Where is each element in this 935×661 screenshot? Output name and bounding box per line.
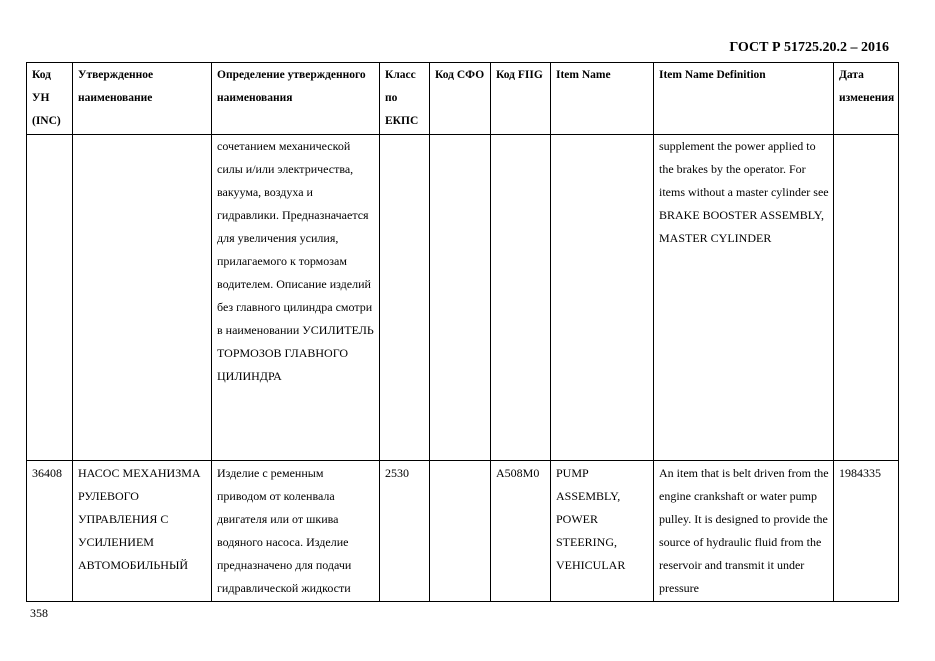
cell-date — [834, 135, 899, 461]
col-header-item-name: Item Name — [551, 63, 654, 135]
cell-definition-ru: сочетанием механической силы и/или электричества, вакуума, воздуха и гидравлики. Предназначается для увеличения усилия, прилагаемого к тормозам водителем. Описание изделий без главного цилиндра смотри в наименовании УСИЛИТЕЛЬ ТОРМОЗОВ ГЛАВНОГО ЦИЛИНДРА — [212, 135, 380, 461]
cell-item-definition: An item that is belt driven from the engine crankshaft or water pump pulley. It is designed to provide the source of hydraulic fluid from the reservoir and transmit it under pressure — [654, 461, 834, 602]
col-header-inc: Код УН (INC) — [27, 63, 73, 135]
table-row — [27, 135, 899, 461]
col-header-fiig-code: Код FIIG — [491, 63, 551, 135]
cell-item-name — [551, 135, 654, 461]
document-code: ГОСТ Р 51725.20.2 – 2016 — [729, 40, 889, 55]
col-header-sfo-code: Код СФО — [430, 63, 491, 135]
cell-fiig — [491, 135, 551, 461]
cell-inc — [27, 135, 73, 461]
cell-approved-name: НАСОС МЕХАНИЗМА РУЛЕВОГО УПРАВЛЕНИЯ С УСИЛЕНИЕМ АВТОМОБИЛЬНЫЙ — [73, 461, 212, 602]
cell-date: 1984335 — [834, 461, 899, 602]
page-number: 358 — [30, 606, 48, 620]
cell-approved-name — [73, 135, 212, 461]
col-header-ekps-class: Класс по ЕКПС — [380, 63, 430, 135]
cell-item-definition: supplement the power applied to the brakes by the operator. For items without a master cylinder see BRAKE BOOSTER ASSEMBLY, MASTER CYLINDER — [654, 135, 834, 461]
col-header-definition: Определение утвержденного наименования — [212, 63, 380, 135]
cell-ekps — [380, 135, 430, 461]
cell-fiig: A508M0 — [491, 461, 551, 602]
table-header-row — [27, 63, 899, 135]
cell-ekps: 2530 — [380, 461, 430, 602]
table-row — [27, 461, 899, 602]
cell-item-name: PUMP ASSEMBLY, POWER STEERING, VEHICULAR — [551, 461, 654, 602]
col-header-change-date: Дата изменения — [834, 63, 899, 135]
cell-sfo — [430, 461, 491, 602]
col-header-approved-name: Утвержденное наименование — [73, 63, 212, 135]
cell-definition-ru: Изделие с ременным приводом от коленвала двигателя или от шкива водяного насоса. Изделие предназначено для подачи гидравлической жидкости — [212, 461, 380, 602]
catalog-table — [26, 62, 899, 602]
col-header-item-definition: Item Name Definition — [654, 63, 834, 135]
cell-inc: 36408 — [27, 461, 73, 602]
cell-sfo — [430, 135, 491, 461]
